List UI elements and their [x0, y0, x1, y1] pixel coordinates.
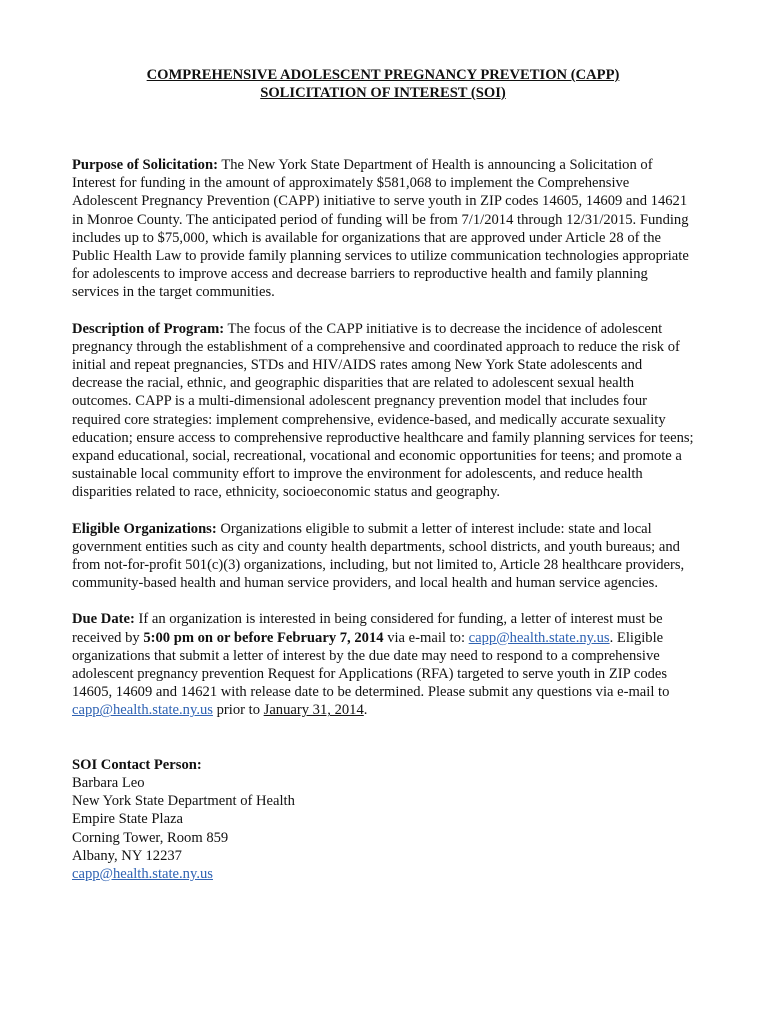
contact-block	[72, 756, 694, 883]
contact-address-line-1: Empire State Plaza	[72, 811, 184, 828]
description-paragraph	[72, 320, 694, 502]
description-body: The focus of the CAPP initiative is to decrease the incidence of adolescent pregnancy through the establishment of a comprehensive and coordinated approach to reduce the risk of initial and repeat pregnancies, STDs and HIV/AIDS rates among New York State adolescents and decrease the racial, ethnic, and geographic disparities that are related to adolescent sexual health outcomes. CAPP is a multi-dimensional adolescent pregnancy prevention model that includes four required core strategies: implement comprehensive, evidence-based, and medically accurate sexuality education; ensure access to comprehensive reproductive healthcare and family planning services for teens; expand educational, social, recreational, vocational and economic opportunities for teens; and promote a sustainable local community effort to improve the environment for adolescents, and reduce health disparities related to race, ethnicity, socioeconomic status and geography.	[72, 320, 694, 501]
document-page	[72, 66, 694, 883]
eligible-paragraph	[72, 520, 694, 593]
questions-deadline: January 31, 2014	[263, 702, 364, 719]
email-link-submit[interactable]: capp@health.state.ny.us	[468, 629, 610, 646]
purpose-body: The New York State Department of Health is announcing a Solicitation of Interest for funding in the amount of approximately $581,068 to implement the Comprehensive Adolescent Pregnancy Prevention (CAPP) initiative to serve youth in ZIP codes 14605, 14609 and 14621 in Monroe County. The anticipated period of funding will be from 7/1/2014 through 12/31/2015. Funding includes up to $75,000, which is available for organizations that are approved under Article 28 of the Public Health Law to provide family planning services to utilize communication technologies appropriate for adolescents to improve access and decrease barriers to reproductive health and family planning services in the target communities.	[72, 157, 689, 301]
eligible-heading: Eligible Organizations:	[72, 520, 217, 537]
contact-email-link[interactable]: capp@health.state.ny.us	[72, 865, 213, 882]
contact-name: Barbara Leo	[72, 774, 145, 791]
contact-city: Albany, NY 12237	[72, 847, 182, 864]
due-date-body-1: If an organization is interested in being considered for funding, a letter of interest must be received by	[72, 611, 663, 646]
contact-address-line-2: Corning Tower, Room 859	[72, 829, 229, 846]
eligible-body: Organizations eligible to submit a letter of interest include: state and local government entities such as city and county health departments, school districts, and youth bureaus; and from not-for-profit 501(c)(3) organizations, including, but not limited to, Article 28 healthcare providers, community-based health and human service providers, and local health and human service agencies.	[72, 520, 685, 592]
due-date-heading: Due Date:	[72, 611, 135, 628]
due-date-deadline: 5:00 pm on or before February 7, 2014	[143, 629, 384, 646]
email-link-questions[interactable]: capp@health.state.ny.us	[72, 702, 213, 719]
due-date-body-5: .	[363, 702, 368, 719]
document-title-line-2: SOLICITATION OF INTEREST (SOI)	[260, 85, 506, 101]
purpose-heading: Purpose of Solicitation:	[72, 157, 218, 173]
due-date-paragraph	[72, 610, 694, 719]
contact-heading: SOI Contact Person:	[72, 756, 202, 773]
contact-organization: New York State Department of Health	[72, 793, 295, 810]
due-date-body-2: via e-mail to:	[383, 629, 469, 646]
due-date-body-3: . Eligible organizations that submit a letter of interest by the due date may need to respond to a comprehensive adolescent pregnancy prevention Request for Applications (RFA) targeted to serve youth in ZIP codes 14605, 14609 and 14621 with release date to be determined. Please submit any questions via e-mail to	[72, 629, 670, 701]
document-title-line-1: COMPREHENSIVE ADOLESCENT PREGNANCY PREVETION (CAPP)	[146, 67, 620, 83]
description-heading: Description of Program:	[72, 320, 225, 337]
purpose-paragraph	[72, 156, 694, 302]
due-date-body-4: prior to	[212, 702, 264, 719]
